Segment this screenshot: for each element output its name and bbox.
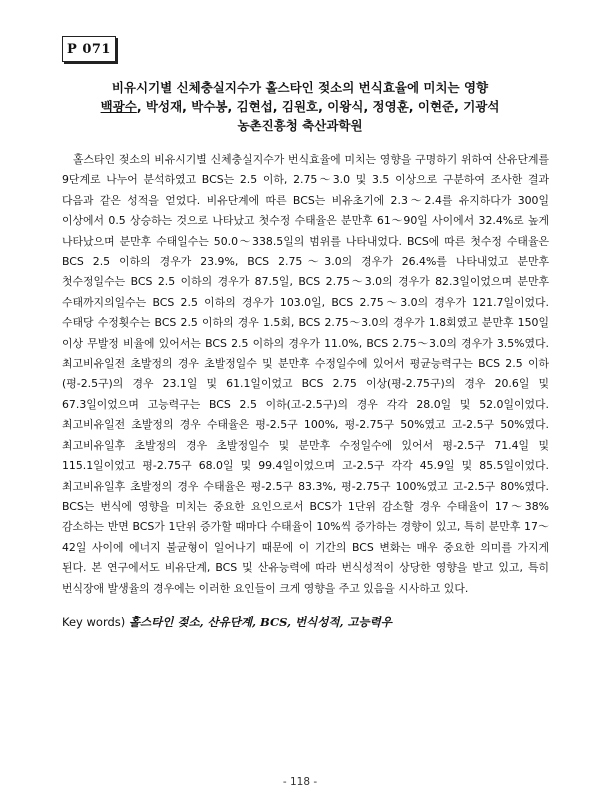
- author-list: [40, 97, 560, 116]
- page-number: - 118 -: [282, 776, 318, 788]
- keywords-line: [62, 613, 549, 631]
- abstract-code-label: P 071: [62, 36, 116, 62]
- presenting-author: 백광수: [100, 99, 137, 114]
- keywords-terms: 홀스타인 젖소, 산유단계, BCS, 번식성적, 고능력우: [128, 615, 392, 629]
- abstract-body: 홀스타인 젖소의 비유시기별 신체충실지수가 번식효율에 미치는 영향을 구명하기 위하여 산유단계를 9단계로 나누어 분석하였고 BCS는 2.5 이하, 2.75～3.0 및 3.5 이상으로 구분하여 조사한 결과 다음과 같은 성적을 얻었다. 비유단계에 따른 BCS는 비유초기에 2.3～2.4를 유지하다가 300일 이상에서 0.5 상승하는 것으로 나타났고 첫수정 수태율은 분만후 61～90일 사이에서 32.4%로 높게 나타났으며 분만후 수태일수는 50.0～338.5일의 범위를 나타내었다. BCS에 따른 첫수정 수태율은 BCS 2.5 이하의 경우가 23.9%, BCS 2.75～3.0의 경우가 26.4%를 나타내었고 분만후 첫수정일수는 BCS 2.5 이하의 경우가 87.5일, BCS 2.75～3.0의 경우가 82.3일이었으며 분만후 수태까지의일수는 BCS 2.5 이하의 경우가 103.0일, BCS 2.75～3.0의 경우가 121.7일이었다. 수태당 수정횟수는 BCS 2.5 이하의 경우 1.5회, BCS 2.75～3.0의 경우가 1.8회였고 분만후 150일 이상 무발정 비율에 있어서는 BCS 2.5 이하의 경우가 11.0%, BCS 2.75～3.0의 경우가 3.5%였다. 최고비유일전 초발정의 경우 초발정일수 및 분만후 수정일수에 있어서 평균능력구는 BCS 2.5 이하(평-2.5구)의 경우 23.1일 및 61.1일이었고 BCS 2.75 이상(평-2.75구)의 경우 20.6일 및 67.3일이었으며 고능력구는 BCS 2.5 이하(고-2.5구)의 경우 각각 28.0일 및 52.0일이었다. 최고비유일전 초발정의 경우 수태율은 평-2.5구 100%, 평-2.75구 50%였고 고-2.5구 50%였다. 최고비유일후 초발정의 경우 초발정일수 및 분만후 수정일수에 있어서 평-2.5구 71.4일 및 115.1일이었고 평-2.75구 68.0일 및 99.4일이었으며 고-2.5구 각각 45.9일 및 85.5일이었다. 최고비유일후 초발정의 경우 수태율은 평-2.5구 83.3%, 평-2.75구 100%였고 고-2.5구 80%였다. BCS는 번식에 영향을 미치는 중요한 요인으로서 BCS가 1단위 감소할 경우 수태율이 17～38% 감소하는 반면 BCS가 1단위 증가할 때마다 수태율이 10%씩 증가하는 경향이 있고, 특히 분만후 17～42일 사이에 에너지 불균형이 일어나기 때문에 이 기간의 BCS 변화는 매우 중요한 의미를 가지게 된다. 본 연구에서도 비유단계, BCS 및 산유능력에 따라 번식성적이 상당한 영향을 받고 있고, 특히 번식장애 발생율의 경우에는 이러한 요인들이 크게 영향을 주고 있음을 시사하고 있다.: [62, 153, 549, 595]
- keywords-label: Key words): [62, 615, 126, 629]
- affiliation: 농촌진흥청 축산과학원: [237, 118, 363, 133]
- co-authors: , 박성재, 박수봉, 김현섭, 김원호, 이왕식, 정영훈, 이현준, 기광석: [136, 99, 500, 114]
- paper-title: 비유시기별 신체충실지수가 홀스타인 젖소의 번식효율에 미치는 영향: [111, 80, 489, 95]
